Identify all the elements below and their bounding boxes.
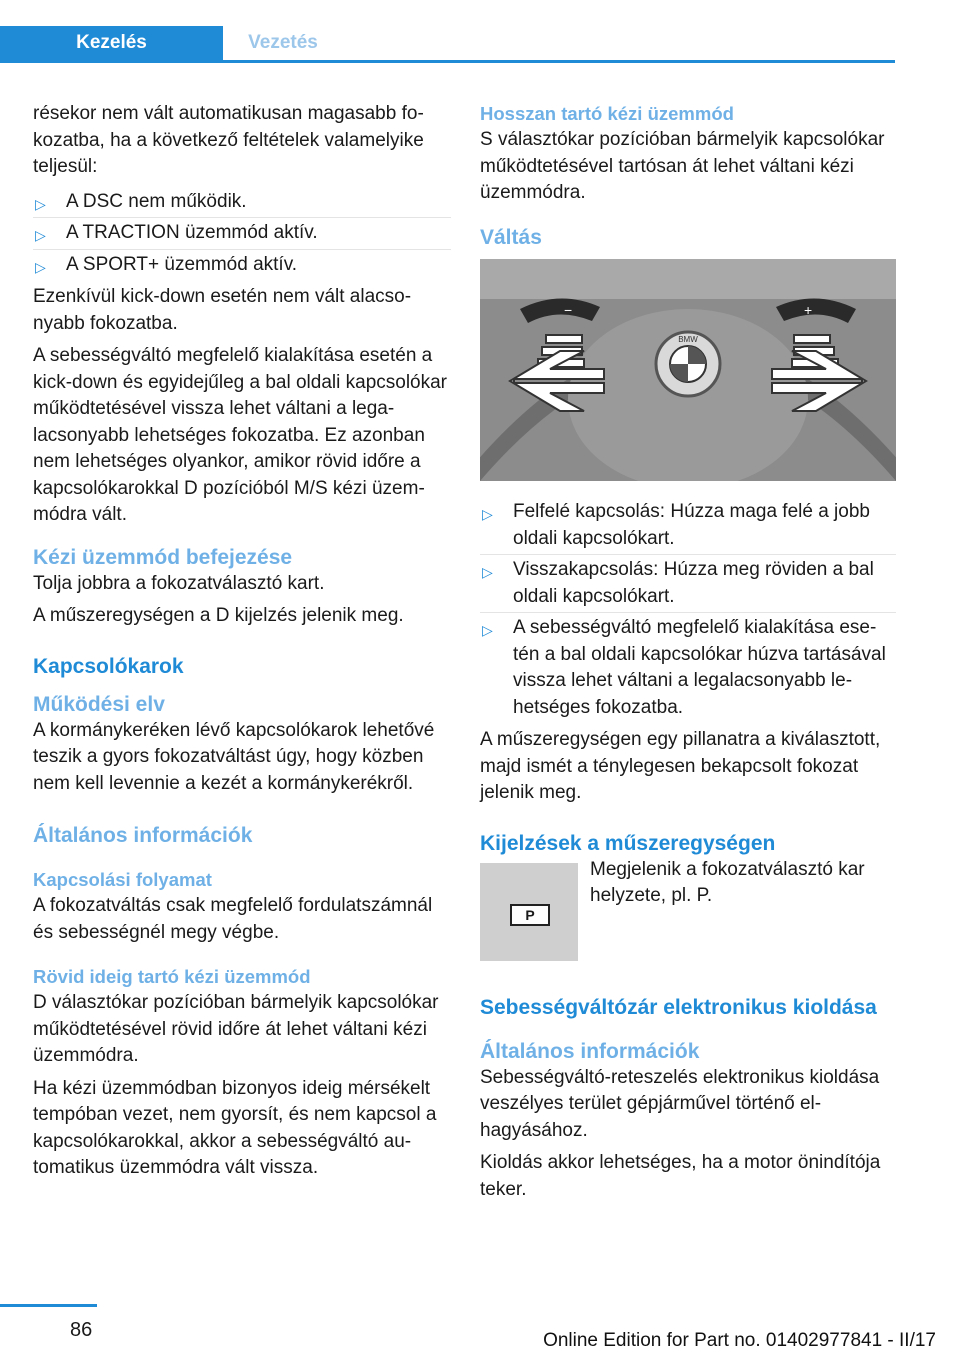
tab-kezeles[interactable]: Kezelés (0, 26, 223, 60)
triangle-bullet-icon: ▷ (35, 195, 46, 212)
triangle-bullet-icon: ▷ (482, 506, 493, 522)
paragraph: A kormánykeréken lévő kapcsolókarok lehetővé teszik a gyors fokozatváltást úgy, hogy közben nem kell levennie a kezét a kormánykerékről. (33, 719, 435, 794)
list-item: ▷ Visszakapcsolás: Húzza meg röviden a bal oldali kapcsolókart. (480, 555, 896, 613)
paragraph: Sebességváltó-reteszelés elektronikus kioldása veszélyes terület gépjárművel történő elhagyásához. (480, 1066, 880, 1141)
steering-wheel-paddles-figure (480, 259, 896, 481)
list-item: ▷ A DSC nem működik. (33, 187, 451, 219)
heading-kapcsolokarok: Kapcsolókarok (33, 654, 184, 678)
heading-altalanos-informaciok: Általános információk (33, 824, 253, 847)
tab-vezetes[interactable]: Vezetés (248, 32, 318, 53)
paragraph: Tolja jobbra a fokozatválasztó kart. (33, 572, 325, 594)
triangle-bullet-icon: ▷ (35, 258, 46, 275)
heading-sebessegvaltozar: Sebességváltózár elektronikus kioldása (480, 995, 877, 1019)
minus-label: − (564, 301, 573, 318)
bmw-logo-text: BMW (678, 334, 698, 344)
paragraph: A műszeregységen a D kijelzés jelenik meg. (33, 605, 404, 626)
list-item: ▷ Felfelé kapcsolás: Húzza maga felé a jobb oldali kapcsolókart. (480, 497, 896, 555)
display-indicator-block (480, 858, 896, 973)
plus-label: + (804, 301, 813, 318)
triangle-bullet-icon: ▷ (35, 227, 46, 243)
list-item: ▷ A SPORT+ üzemmód aktív. (33, 250, 451, 281)
left-column (33, 101, 451, 1188)
bullet-list (33, 187, 451, 281)
paragraph: A fokozatváltás csak megfelelő fordulatszámnál és sebességnél megy végbe. (33, 895, 433, 943)
right-column (480, 101, 896, 1209)
paragraph: Ezenkívül kick-down esetén nem vált alacsonyabb fokozatba. (33, 286, 412, 334)
heading-kezi-uzemmod-befejezese: Kézi üzemmód befejezése (33, 545, 293, 569)
paragraph: D választókar pozícióban bármelyik kapcsolókar működtetésével rövid időre át lehet váltani kézi üzemmódra. (33, 992, 439, 1066)
gear-p-indicator: P (510, 904, 550, 926)
dashboard-area (480, 259, 896, 299)
paragraph: Kioldás akkor lehetséges, ha a motor önindítója teker. (480, 1152, 881, 1200)
list-item: ▷ A TRACTION üzemmód aktív. (33, 218, 451, 250)
heading-valtas: Váltás (480, 225, 542, 249)
paragraph: A sebességváltó megfelelő kialakítása esetén a kick-down és egyidejűleg a bal oldali kapcsolókar működtetésével vissza lehet váltani a legalacsonyabb lehetséges fokozatba. Ez azonban nem lehetséges olyankor, amikor rövid időre a kapcsolókarokkal D pozícióból M/S kézi üzemmódra vált. (33, 345, 448, 525)
bullet-list (480, 497, 896, 723)
paragraph: Ha kézi üzemmódban bizonyos ideig mérsékelt tempóban vezet, nem gyorsít, és nem kapcsol a kapcsolókarokkal, akkor a sebességváltó automatikus üzemmódra vált vissza. (33, 1077, 437, 1178)
edition-info: Online Edition for Part no. 01402977841 - II/17 (543, 1330, 936, 1351)
heading-kijelzesek: Kijelzések a műszeregységen (480, 831, 776, 855)
heading-hosszan-tarto: Hosszan tartó kézi üzemmód (480, 103, 734, 124)
heading-kapcsolasi-folyamat: Kapcsolási folyamat (33, 869, 212, 890)
paragraph: Megjelenik a fokozatválasztó kar helyzete, pl. P. (590, 858, 865, 906)
heading-altalanos-informaciok: Általános információk (480, 1039, 700, 1063)
triangle-bullet-icon: ▷ (482, 564, 493, 580)
page-number: 86 (70, 1319, 93, 1341)
list-item: ▷ A sebességváltó megfelelő kialakítása esetén a bal oldali kapcsolókar húzva tartásával vissza lehet váltani a legalacsonyabb lehetséges fokozatba. (482, 617, 886, 718)
instrument-display-figure (480, 863, 578, 961)
heading-mukodesi-elv: Működési elv (33, 692, 165, 716)
triangle-bullet-icon: ▷ (482, 622, 493, 638)
paragraph: résekor nem vált automatikusan magasabb fokozatba, ha a következő feltételek valamelyike teljesül: (33, 103, 424, 177)
footer-divider (0, 1304, 97, 1307)
paragraph: A műszeregységen egy pillanatra a kiválasztott, majd ismét a ténylegesen bekapcsolt fokozat jelenik meg. (480, 729, 881, 803)
paragraph: S választókar pozícióban bármelyik kapcsolókar működtetésével tartósan át lehet váltani kézi üzemmódra. (480, 129, 885, 203)
heading-rovid-ideig: Rövid ideig tartó kézi üzemmód (33, 966, 311, 987)
chapter-tabs (0, 26, 895, 63)
